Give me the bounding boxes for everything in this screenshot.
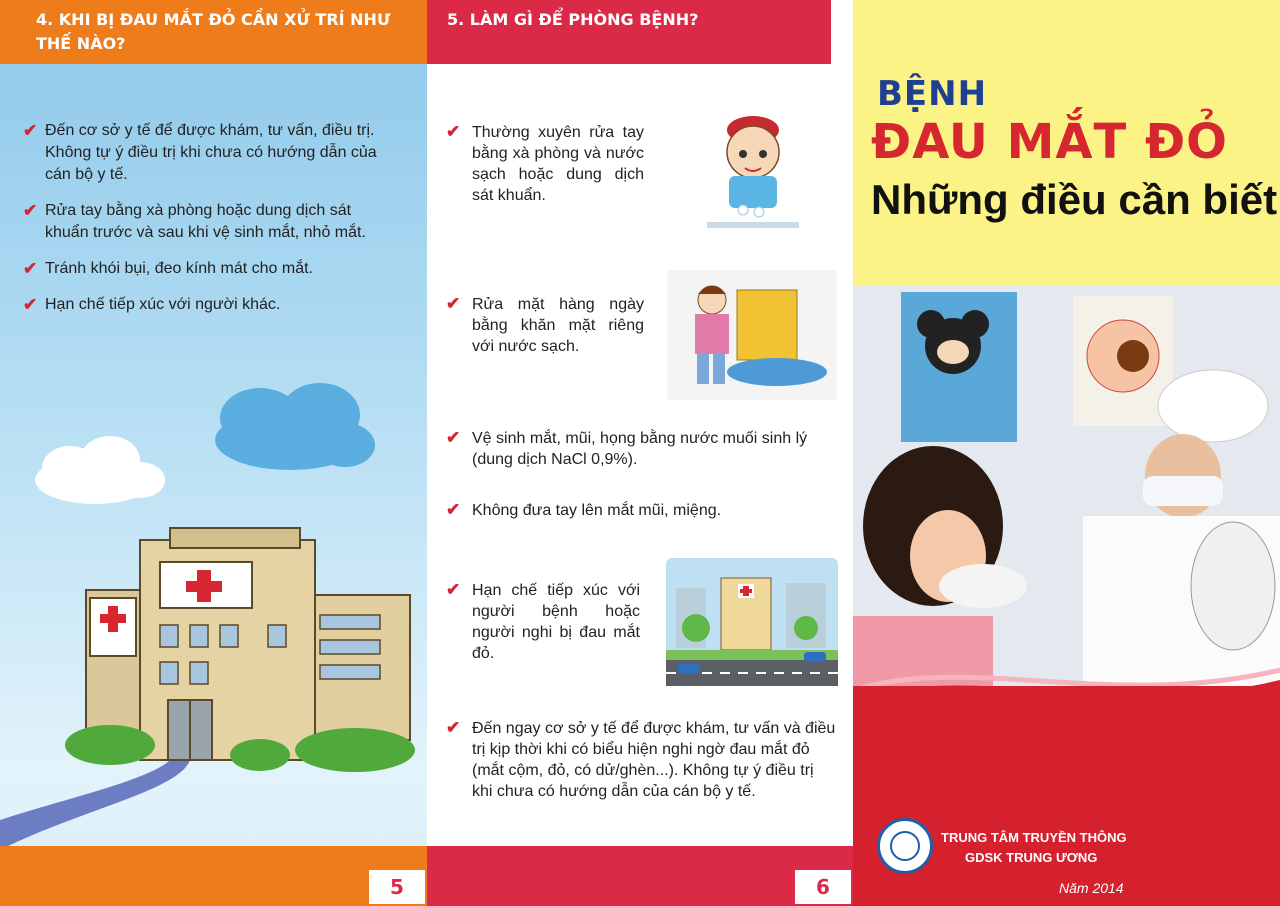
list-item: ✔ Hạn chế tiếp xúc với người khác. <box>23 295 281 314</box>
list-item: ✔ Rửa mặt hàng ngày bằng khăn mặt riêng với nước sạch. <box>446 294 644 355</box>
face-washing-illustration <box>667 270 837 400</box>
list-item: ✔ Không đưa tay lên mắt mũi, miệng. <box>446 500 722 519</box>
list-item: ✔ Hạn chế tiếp xúc với người bệnh hoặc người nghi bị đau mắt đỏ. <box>446 580 640 662</box>
checkmark-icon: ✔ <box>23 259 38 278</box>
org-name-line-1: TRUNG TÂM TRUYỀN THÔNG <box>941 830 1127 845</box>
list-item: ✔ Vệ sinh mắt, mũi, họng bằng nước muối sinh lý (dung dịch NaCl 0,9%). <box>446 428 808 468</box>
checkmark-icon: ✔ <box>446 718 461 737</box>
footer-bar <box>0 846 427 906</box>
footer-bar <box>427 846 853 906</box>
cover-panel <box>853 0 1280 906</box>
page-number: 5 <box>369 870 425 904</box>
list-item: ✔ Đến cơ sở y tế để được khám, tư vấn, điều trị. Không tự ý điều trị khi chưa có hướng dẫn của cán bộ y tế. <box>23 121 377 183</box>
section-5-heading: 5. LÀM GÌ ĐỂ PHÒNG BỆNH? <box>427 0 831 64</box>
treatment-list <box>23 120 385 330</box>
organization-logo <box>877 818 933 874</box>
list-item: ✔ Rửa tay bằng xà phòng hoặc dung dịch sát khuẩn trước và sau khi vệ sinh mắt, nhỏ mắt. <box>23 201 366 241</box>
hospital-illustration <box>0 340 427 860</box>
checkmark-icon: ✔ <box>23 201 38 220</box>
footer-red <box>853 686 1280 906</box>
checkmark-icon: ✔ <box>446 122 461 141</box>
list-item: ✔ Tránh khói bụi, đeo kính mát cho mắt. <box>23 259 313 278</box>
subtitle: Những điều cần biết <box>871 176 1278 223</box>
title-line-2: ĐAU MẮT ĐỎ <box>871 114 1228 170</box>
page-number: 6 <box>795 870 851 904</box>
handwashing-illustration <box>703 110 803 230</box>
section-4-heading: 4. KHI BỊ ĐAU MẮT ĐỎ CẦN XỬ TRÍ NHƯ THẾ NÀO? <box>0 0 427 64</box>
checkmark-icon: ✔ <box>23 121 38 140</box>
list-item: ✔ Thường xuyên rửa tay bằng xà phòng và nước sạch hoặc dung dịch sát khuẩn. <box>446 122 644 204</box>
org-name-line-2: GDSK TRUNG ƯƠNG <box>965 850 1098 865</box>
list-item: ✔ Đến ngay cơ sở y tế để được khám, tư vấn và điều trị kịp thời khi có biểu hiện nghi ngờ đau mắt đỏ (mắt cộm, đỏ, có dử/ghèn...). Không tự ý điều trị khi chưa có hướng dẫn của cán bộ y tế. <box>446 718 836 800</box>
checkmark-icon: ✔ <box>446 428 461 447</box>
left-panel <box>0 0 427 906</box>
checkmark-icon: ✔ <box>23 295 38 314</box>
checkmark-icon: ✔ <box>446 294 461 313</box>
heading-divider <box>831 0 853 64</box>
checkmark-icon: ✔ <box>446 580 461 599</box>
checkmark-icon: ✔ <box>446 500 461 519</box>
year-label: Năm 2014 <box>1059 880 1124 896</box>
doctor-examining-child-photo <box>853 286 1280 716</box>
city-street-illustration <box>666 558 838 686</box>
title-line-1: BỆNH <box>877 74 988 114</box>
title-box <box>853 0 1280 286</box>
